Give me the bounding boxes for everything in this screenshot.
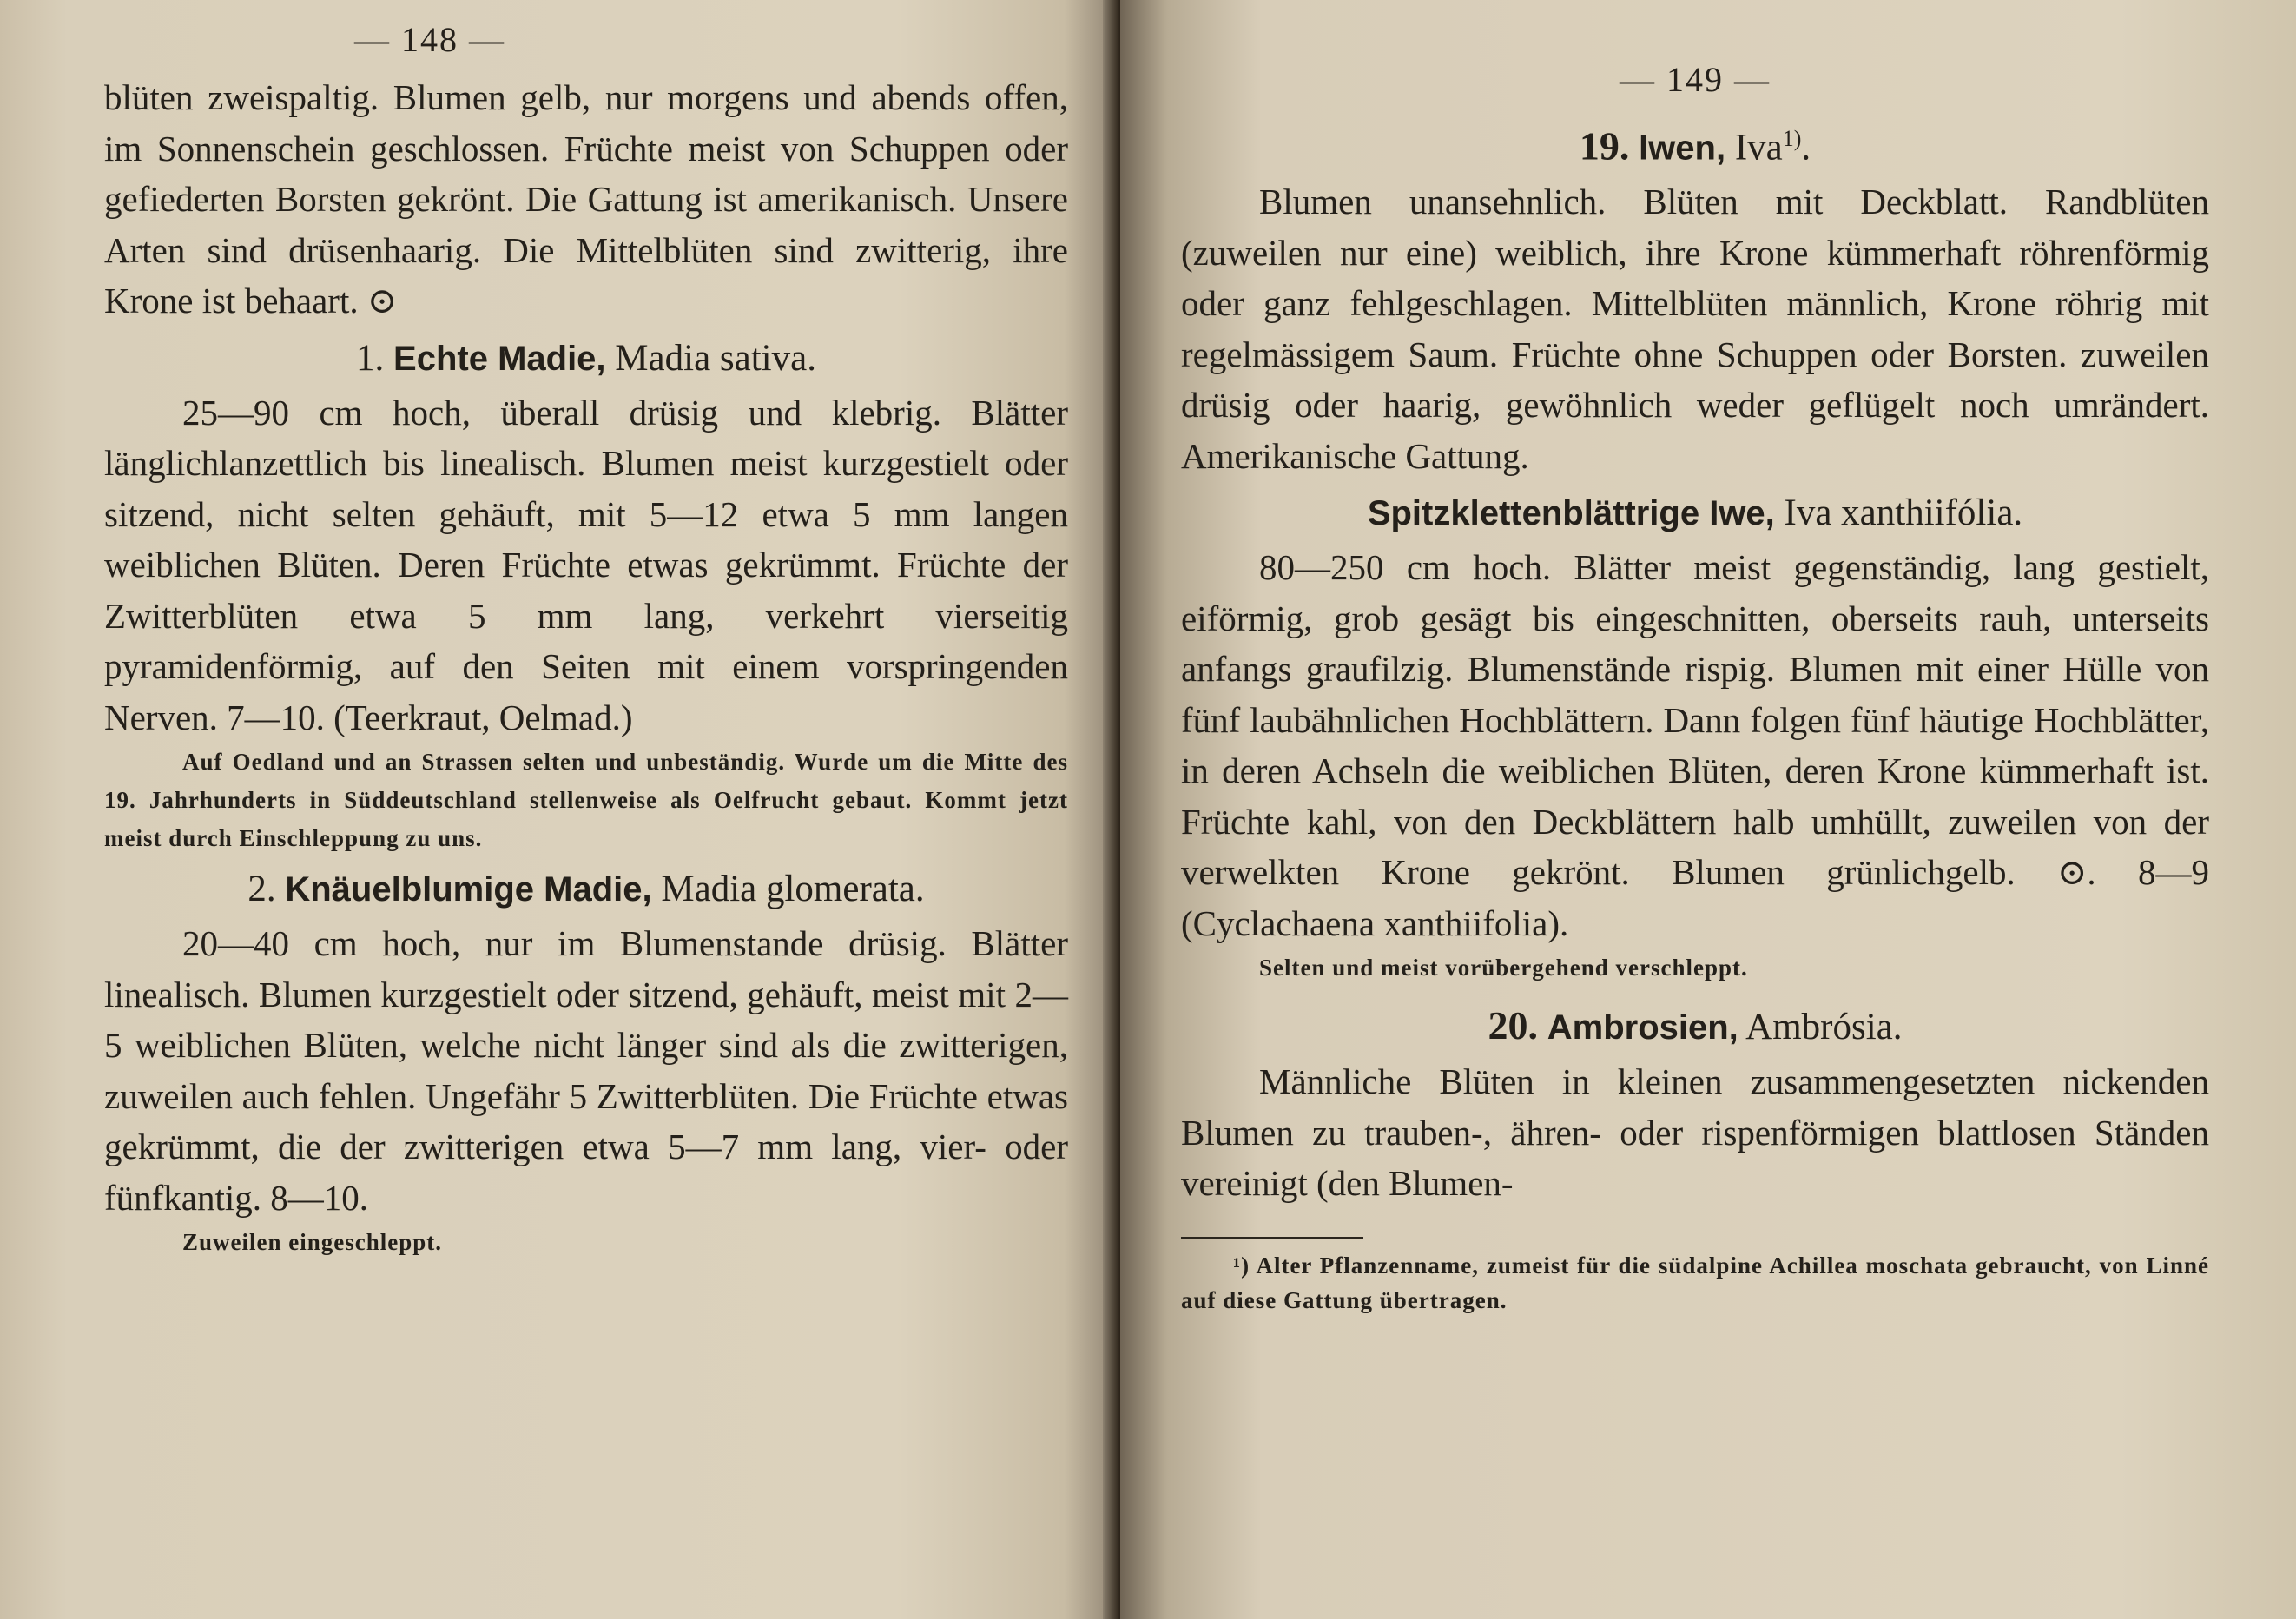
right-page bbox=[1120, 0, 2296, 1619]
genus-number: 20. bbox=[1488, 1003, 1538, 1048]
species-number: 2. bbox=[247, 869, 276, 909]
footnote-rule bbox=[1181, 1237, 1363, 1239]
genus-name: Ambrosien, bbox=[1547, 1008, 1738, 1047]
species-note-1: Auf Oedland und an Strassen selten und unbeständig. Wurde um die Mitte des 19. Jahrhunderts in Süddeutschland stellenweise als Oelfrucht gebaut. Kommt jetzt meist durch Einschleppung zu uns. bbox=[104, 749, 1068, 851]
species-number: 1. bbox=[356, 337, 385, 379]
genus-heading-20 bbox=[1181, 999, 2209, 1054]
species-name: Spitzklettenblättrige Iwe, bbox=[1367, 494, 1775, 533]
genus-name: Iwen, bbox=[1639, 129, 1726, 168]
page-number-left: — 148 — bbox=[354, 20, 505, 59]
species-description-iva: 80—250 cm hoch. Blätter meist gegenständig, lang gestielt, eiförmig, grob gesägt bis eingeschnitten, oberseits rauh, unterseits anfangs graufilzig. Blumenstände rispig. Blumen mit einer Hülle von fünf laubähnlichen Hochblättern. Dann folgen fünf häutige Hochblätter, in deren Achseln die weiblichen Blüten, deren Krone kümmerhaft ist. Früchte kahl, von den Deckblättern halb umhüllt, zuweilen von der verwelkten Krone gekrönt. Blumen grünlichgelb. ⊙. 8—9 (Cyclachaena xanthiifolia). bbox=[1181, 547, 2209, 943]
species-note-iva: Selten und meist vorübergehend verschleppt. bbox=[1259, 955, 1748, 981]
footnote-mark: 1) bbox=[1782, 126, 1802, 151]
species-description-2: 20—40 cm hoch, nur im Blumenstande drüsig. Blätter linealisch. Blumen kurzgestielt oder sitzend, gehäuft, meist mit 2—5 weiblichen Blüten, welche nicht länger sind als die zwitterigen, zuweilen auch fehlen. Ungefähr 5 Zwitterblüten. Die Früchte etwas gekrümmt, die der zwitterigen etwa 5—7 mm lang, vier- oder fünfkantig. 8—10. bbox=[104, 923, 1068, 1218]
species-heading-iva bbox=[1181, 486, 2209, 540]
species-name: Echte Madie, bbox=[393, 339, 606, 378]
intro-paragraph: blüten zweispaltig. Blumen gelb, nur morgens und abends offen, im Sonnenschein geschlossen. Früchte meist von Schuppen oder gefiederten Borsten gekrönt. Die Gattung ist amerikanisch. Unsere Arten sind drüsenhaarig. Die Mittelblüten sind zwitterig, ihre Krone ist behaart. ⊙ bbox=[104, 77, 1068, 320]
species-latin: Madia glomerata. bbox=[661, 869, 925, 909]
species-latin: Madia sativa. bbox=[615, 337, 816, 379]
species-heading-2 bbox=[104, 862, 1068, 916]
genus-latin: Iva bbox=[1734, 127, 1783, 169]
species-description-1: 25—90 cm hoch, überall drüsig und klebrig. Blätter länglichlanzettlich bis linealisch. Blumen meist kurzgestielt oder sitzend, nicht selten gehäuft, mit 5—12 etwa 5 mm langen weiblichen Blüten. Deren Früchte etwas gekrümmt. Früchte der Zwitterblüten etwa 5 mm lang, verkehrt vierseitig pyramidenförmig, auf den Seiten mit einem vorspringenden Nerven. 7—10. (Teerkraut, Oelmad.) bbox=[104, 392, 1068, 737]
species-heading-1 bbox=[104, 332, 1068, 386]
genus-description-19: Blumen unansehnlich. Blüten mit Deckblatt. Randblüten (zuweilen nur eine) weiblich, ihre Krone kümmerhaft röhrenförmig oder ganz fehlgeschlagen. Mittelblüten männlich, Krone röhrig mit regelmässigem Saum. Früchte ohne Schuppen oder Borsten. zuweilen drüsig oder haarig, gewöhnlich weder geflügelt noch umrändert. Amerikanische Gattung. bbox=[1181, 182, 2209, 476]
genus-description-20: Männliche Blüten in kleinen zusammengesetzten nickenden Blumen zu trauben-, ähren- oder rispenförmigen blattlosen Ständen vereinigt (den Blumen- bbox=[1181, 1061, 2209, 1204]
species-name: Knäuelblumige Madie, bbox=[285, 870, 652, 909]
left-page bbox=[0, 0, 1120, 1619]
heading-trail: . bbox=[1801, 127, 1811, 169]
footnote: ¹) Alter Pflanzenname, zumeist für die südalpine Achillea moschata gebraucht, von Linné auf diese Gattung übertragen. bbox=[1181, 1252, 2209, 1313]
species-note-2: Zuweilen eingeschleppt. bbox=[182, 1229, 443, 1255]
genus-heading-19 bbox=[1181, 112, 2209, 175]
species-latin: Iva xanthiifólia. bbox=[1784, 492, 2023, 534]
genus-number: 19. bbox=[1579, 123, 1630, 169]
genus-latin: Ambrósia. bbox=[1745, 1007, 1903, 1048]
page-number-right: — 149 — bbox=[1620, 60, 1771, 99]
